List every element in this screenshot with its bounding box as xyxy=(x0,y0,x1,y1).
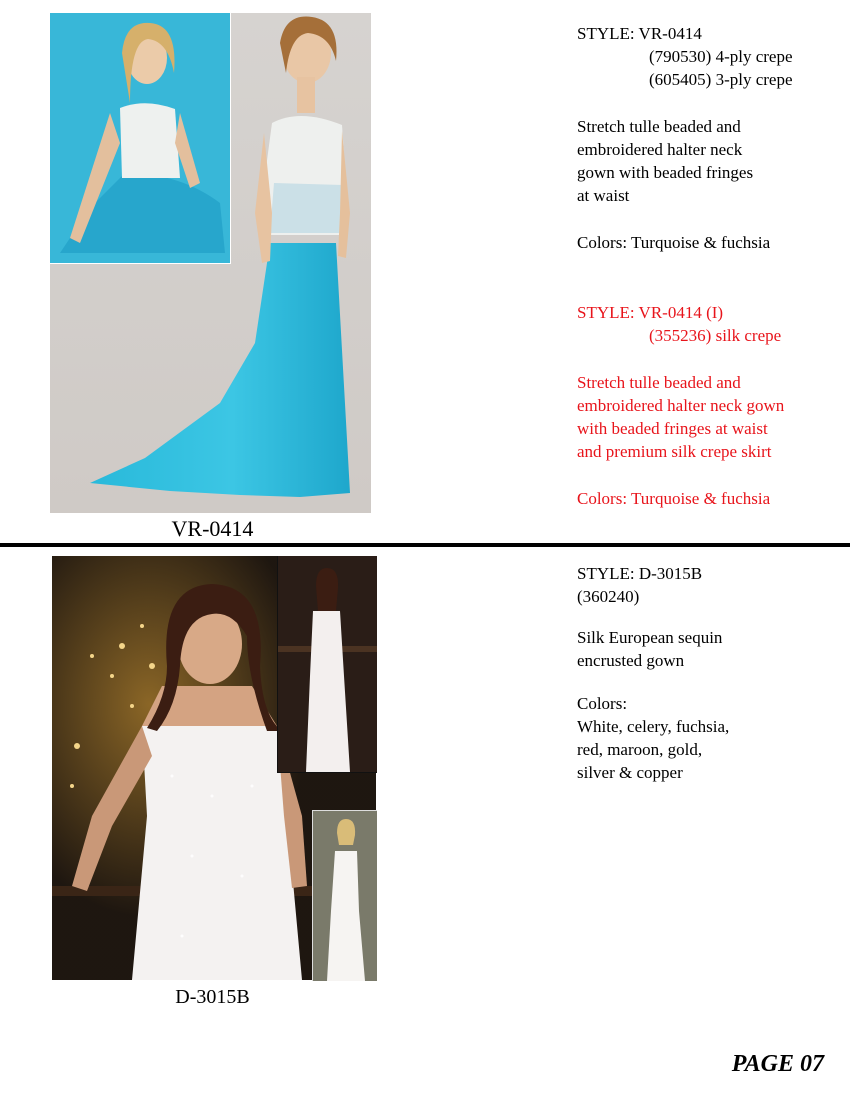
colors-line: red, maroon, gold, xyxy=(577,740,703,759)
description-line: at waist xyxy=(577,186,630,205)
style-caption-d-3015b: D-3015B xyxy=(175,986,250,1008)
model-white-gown-full-length-photo xyxy=(277,556,377,773)
colors-line: silver & copper xyxy=(577,763,683,782)
description-line: gown with beaded fringes xyxy=(577,163,754,182)
description-line: encrusted gown xyxy=(577,651,685,670)
model-white-gown-back-view-photo xyxy=(312,810,377,981)
style-line: STYLE: VR-0414 xyxy=(577,24,702,43)
alt-colors-line: Colors: Turquoise & fuchsia xyxy=(577,489,771,508)
section-divider xyxy=(0,543,850,547)
style-caption-vr-0414: VR-0414 xyxy=(171,516,254,541)
alt-description-line: Stretch tulle beaded and xyxy=(577,373,741,392)
colors-label: Colors: xyxy=(577,694,628,713)
colors-line: Colors: Turquoise & fuchsia xyxy=(577,233,771,252)
fabric-line-2: (605405) 3-ply crepe xyxy=(649,70,793,89)
alt-fabric-line: (355236) silk crepe xyxy=(649,326,782,345)
alt-style-line: STYLE: VR-0414 (I) xyxy=(577,303,724,322)
alt-description-line: embroidered halter neck gown xyxy=(577,396,785,415)
model-turquoise-gown-seated-photo xyxy=(50,13,231,264)
page-number: PAGE 07 xyxy=(731,1051,824,1077)
alt-description-line: with beaded fringes at waist xyxy=(577,419,768,438)
description-line: embroidered halter neck xyxy=(577,140,743,159)
style-line: STYLE: D-3015B xyxy=(577,564,703,583)
fabric-line-1: (790530) 4-ply crepe xyxy=(649,47,793,66)
description-line: Silk European sequin xyxy=(577,628,723,647)
description-line: Stretch tulle beaded and xyxy=(577,117,741,136)
alt-description-line: and premium silk crepe skirt xyxy=(577,442,772,461)
colors-line: White, celery, fuchsia, xyxy=(577,717,730,736)
style-code-line: (360240) xyxy=(577,587,640,606)
